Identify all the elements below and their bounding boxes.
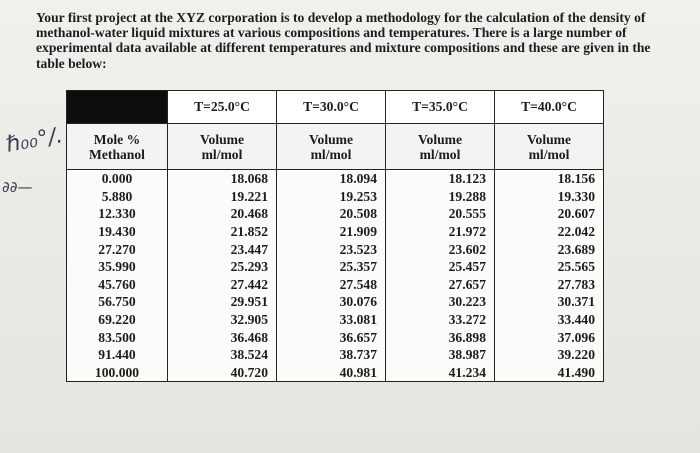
temp-header: T=25.0°C	[168, 91, 277, 124]
volume-cell: 40.981	[277, 364, 386, 382]
table-row	[67, 346, 604, 364]
volume-cell: 33.272	[386, 311, 495, 329]
volume-cell: 30.371	[495, 293, 604, 311]
mole-percent-cell: 5.880	[67, 188, 168, 206]
volume-cell: 20.555	[386, 205, 495, 223]
volume-cell: 25.457	[386, 258, 495, 276]
volume-cell: 40.720	[168, 364, 277, 382]
table-row	[67, 293, 604, 311]
volume-cell: 21.972	[386, 223, 495, 241]
volume-unit: ml/mol	[201, 146, 243, 162]
temp-header: T=40.0°C	[495, 91, 604, 124]
volume-unit: ml/mol	[310, 146, 352, 162]
table-row	[67, 223, 604, 241]
volume-cell: 23.689	[495, 240, 604, 258]
mole-percent-cell: 19.430	[67, 223, 168, 241]
mole-percent-cell: 45.760	[67, 276, 168, 294]
volume-cell: 41.234	[386, 364, 495, 382]
volume-cell: 36.657	[277, 328, 386, 346]
volume-cell: 21.852	[168, 223, 277, 241]
volume-cell: 18.123	[386, 170, 495, 188]
volume-header	[168, 124, 277, 170]
handwritten-mark: ∂∂—	[2, 178, 33, 196]
volume-cell: 23.523	[277, 240, 386, 258]
volume-cell: 27.548	[277, 276, 386, 294]
mole-percent-cell: 56.750	[67, 293, 168, 311]
volume-header	[495, 124, 604, 170]
volume-cell: 23.447	[168, 240, 277, 258]
mole-percent-cell: 69.220	[67, 311, 168, 329]
volume-cell: 18.094	[277, 170, 386, 188]
volume-cell: 22.042	[495, 223, 604, 241]
table-row	[67, 258, 604, 276]
volume-cell: 25.293	[168, 258, 277, 276]
unit-header-row	[67, 124, 604, 170]
volume-cell: 33.081	[277, 311, 386, 329]
volume-cell: 19.253	[277, 188, 386, 206]
table-row	[67, 205, 604, 223]
volume-cell: 27.442	[168, 276, 277, 294]
volume-cell: 25.565	[495, 258, 604, 276]
volume-cell: 18.156	[495, 170, 604, 188]
table-row	[67, 170, 604, 188]
volume-cell: 20.607	[495, 205, 604, 223]
mole-percent-cell: 12.330	[67, 205, 168, 223]
volume-cell: 38.737	[277, 346, 386, 364]
volume-cell: 19.288	[386, 188, 495, 206]
mole-percent-cell: 91.440	[67, 346, 168, 364]
volume-cell: 21.909	[277, 223, 386, 241]
handwritten-note: ℏ₀₀°/.	[4, 123, 65, 158]
table-row	[67, 188, 604, 206]
table-row	[67, 328, 604, 346]
volume-cell: 27.783	[495, 276, 604, 294]
volume-cell: 36.468	[168, 328, 277, 346]
methanol-header	[67, 124, 168, 170]
volume-cell: 18.068	[168, 170, 277, 188]
table-row	[67, 311, 604, 329]
volume-cell: 29.951	[168, 293, 277, 311]
table-row	[67, 364, 604, 382]
volume-label: Volume	[308, 131, 354, 147]
volume-header	[386, 124, 495, 170]
data-table	[66, 90, 604, 382]
volume-header	[277, 124, 386, 170]
volume-cell: 19.221	[168, 188, 277, 206]
header-corner	[67, 91, 168, 124]
volume-cell: 23.602	[386, 240, 495, 258]
temp-header: T=35.0°C	[386, 91, 495, 124]
volume-cell: 25.357	[277, 258, 386, 276]
volume-label: Volume	[199, 131, 245, 147]
mole-percent-cell: 35.990	[67, 258, 168, 276]
mole-percent-cell: 0.000	[67, 170, 168, 188]
methanol-header-line1: Mole %	[93, 131, 141, 147]
volume-cell: 27.657	[386, 276, 495, 294]
table-row	[67, 240, 604, 258]
methanol-header-line2: Methanol	[89, 146, 145, 162]
volume-cell: 30.076	[277, 293, 386, 311]
volume-cell: 19.330	[495, 188, 604, 206]
mole-percent-cell: 27.270	[67, 240, 168, 258]
table-row	[67, 276, 604, 294]
volume-cell: 41.490	[495, 364, 604, 382]
volume-cell: 39.220	[495, 346, 604, 364]
volume-unit: ml/mol	[528, 146, 570, 162]
volume-cell: 36.898	[386, 328, 495, 346]
volume-cell: 20.508	[277, 205, 386, 223]
temperature-header-row	[67, 91, 604, 124]
volume-label: Volume	[526, 131, 572, 147]
volume-cell: 32.905	[168, 311, 277, 329]
volume-label: Volume	[417, 131, 463, 147]
volume-cell: 33.440	[495, 311, 604, 329]
temp-header: T=30.0°C	[277, 91, 386, 124]
table-body	[67, 170, 604, 382]
problem-statement: Your first project at the XYZ corporation is to develop a methodology for the calculation of the density of methanol-water liquid mixtures at various compositions and temperatures. There is a large number of experimental data available at different temperatures and mixture compositions and these are given in the table below:	[36, 10, 651, 71]
volume-cell: 38.524	[168, 346, 277, 364]
volume-cell: 38.987	[386, 346, 495, 364]
volume-unit: ml/mol	[419, 146, 461, 162]
volume-cell: 37.096	[495, 328, 604, 346]
volume-cell: 20.468	[168, 205, 277, 223]
volume-cell: 30.223	[386, 293, 495, 311]
mole-percent-cell: 83.500	[67, 328, 168, 346]
mole-percent-cell: 100.000	[67, 364, 168, 382]
